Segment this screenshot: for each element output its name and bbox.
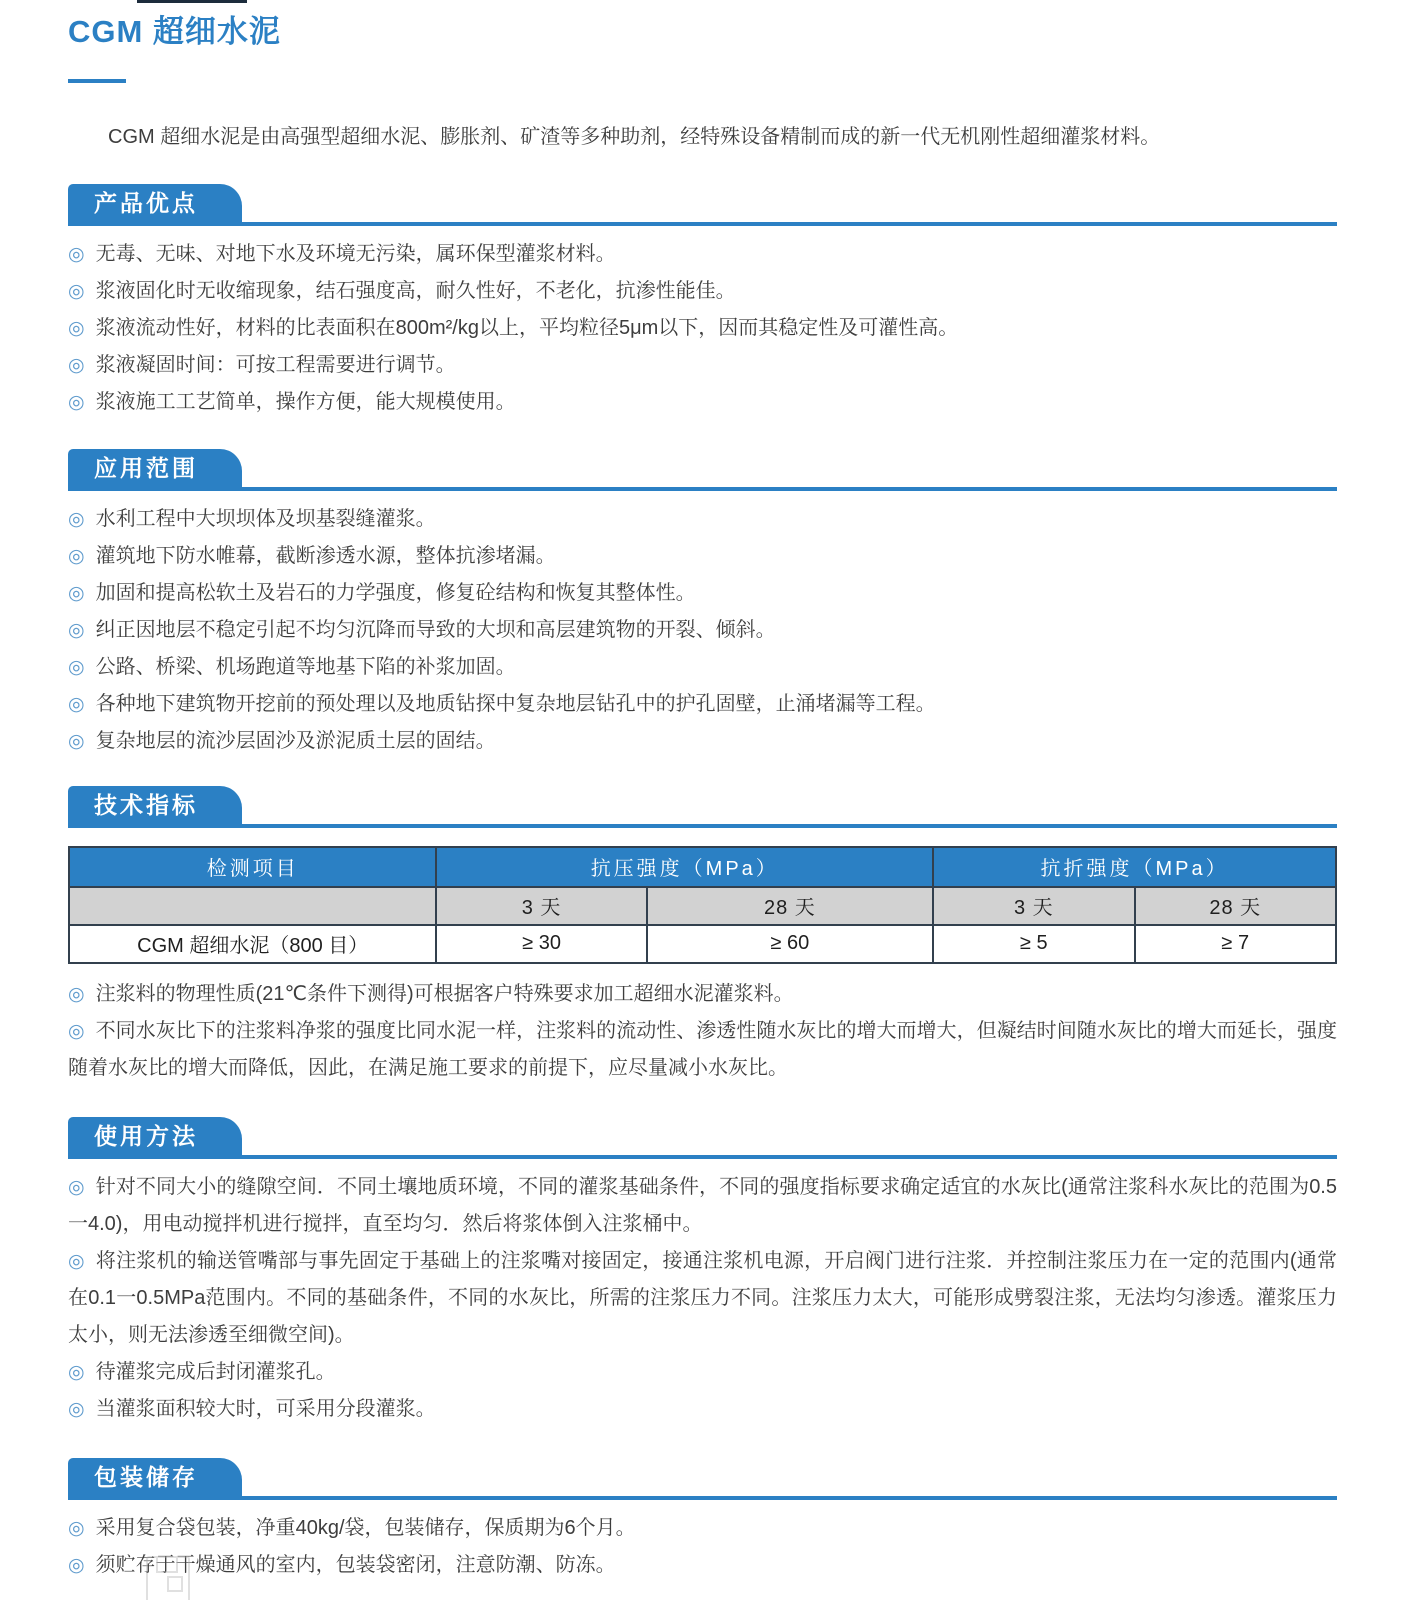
double-circle-bullet-icon: ◎ [68, 693, 85, 715]
section-heading-advantages: 产品优点 [68, 184, 242, 222]
section-rule [68, 184, 1337, 226]
section-packaging [68, 1458, 1337, 1584]
data-cell-flex-28d: ≥ 7 [1135, 925, 1336, 963]
bullet-list-packaging [68, 1510, 1337, 1584]
section-usage [68, 1117, 1337, 1428]
double-circle-bullet-icon: ◎ [68, 354, 85, 376]
bullet-text: 浆液流动性好，材料的比表面积在800m²/kg以上，平均粒径5μm以下，因而其稳定性及可灌性高。 [95, 316, 959, 339]
list-item [68, 1391, 1337, 1428]
section-heading-usage: 使用方法 [68, 1117, 242, 1155]
bullet-text: 浆液固化时无收缩现象，结石强度高，耐久性好，不老化，抗渗性能佳。 [95, 279, 736, 302]
double-circle-bullet-icon: ◎ [68, 391, 85, 413]
header-cell-item: 检测项目 [69, 847, 436, 887]
double-circle-bullet-icon: ◎ [68, 508, 85, 530]
bullet-text: 纠正因地层不稳定引起不均匀沉降而导致的大坝和高层建筑物的开裂、倾斜。 [95, 618, 776, 641]
bullet-text: 无毒、无味、对地下水及环境无污染，属环保型灌浆材料。 [95, 242, 616, 265]
list-item [68, 538, 1337, 575]
data-cell-comp-28d: ≥ 60 [647, 925, 933, 963]
title-underline [68, 79, 126, 83]
double-circle-bullet-icon: ◎ [68, 656, 85, 678]
bullet-text: 灌筑地下防水帷幕，截断渗透水源，整体抗渗堵漏。 [95, 544, 556, 567]
bullet-text: 浆液凝固时间：可按工程需要进行调节。 [95, 353, 456, 376]
double-circle-bullet-icon: ◎ [68, 582, 85, 604]
bullet-text: 水利工程中大坝坝体及坝基裂缝灌浆。 [95, 507, 436, 530]
intro-paragraph: CGM 超细水泥是由高强型超细水泥、膨胀剂、矿渣等多种助剂，经特殊设备精制而成的新一代无机刚性超细灌浆材料。 [108, 125, 1161, 148]
section-heading-packaging: 包装储存 [68, 1458, 242, 1496]
list-item [68, 273, 1337, 310]
header-cell-compressive: 抗压强度（MPa） [436, 847, 933, 887]
subheader-cell-empty [69, 887, 436, 925]
table-data-row [69, 925, 1336, 963]
list-item [68, 723, 1337, 760]
double-circle-bullet-icon: ◎ [68, 1250, 85, 1272]
data-cell-comp-3d: ≥ 30 [436, 925, 646, 963]
list-item [68, 310, 1337, 347]
bullet-list-advantages [68, 236, 1337, 421]
list-item [68, 976, 1337, 1013]
top-edge-fragment [137, 0, 247, 3]
data-cell-flex-3d: ≥ 5 [933, 925, 1134, 963]
double-circle-bullet-icon: ◎ [68, 730, 85, 752]
double-circle-bullet-icon: ◎ [68, 1398, 85, 1420]
section-rule [68, 1117, 1337, 1159]
double-circle-bullet-icon: ◎ [68, 983, 85, 1005]
cement-bag-watermark [146, 1556, 190, 1600]
section-heading-specs: 技术指标 [68, 786, 242, 824]
bullet-text: 须贮存于干燥通风的室内，包装袋密闭，注意防潮、防冻。 [95, 1553, 616, 1576]
bullet-text: 待灌浆完成后封闭灌浆孔。 [95, 1360, 336, 1383]
specs-table [68, 846, 1337, 964]
double-circle-bullet-icon: ◎ [68, 545, 85, 567]
section-rule [68, 449, 1337, 491]
bullet-text: 各种地下建筑物开挖前的预处理以及地质钻探中复杂地层钻孔中的护孔固壁，止涌堵漏等工程。 [95, 692, 936, 715]
list-item [68, 501, 1337, 538]
bullet-text: 针对不同大小的缝隙空间．不同土壤地质环境，不同的灌浆基础条件，不同的强度指标要求确定适宜的水灰比(通常注浆科水灰比的范围为0.5一4.0)，用电动搅拌机进行搅拌，直至均匀．然后将浆体倒入注浆桶中。 [68, 1175, 1337, 1235]
bullet-text: 将注浆机的输送管嘴部与事先固定于基础上的注浆嘴对接固定，接通注浆机电源，开启阀门进行注浆．并控制注浆压力在一定的范围内(通常在0.1一0.5MPa范围内。不同的基础条件，不同的水灰比，所需的注浆压力不同。注浆压力太大，可能形成劈裂注浆，无法均匀渗透。灌浆压力太小，则无法渗透至细微空间)。 [68, 1249, 1337, 1346]
list-item [68, 575, 1337, 612]
section-rule [68, 1458, 1337, 1500]
list-item [68, 347, 1337, 384]
bullet-list-applications [68, 501, 1337, 760]
section-rule [68, 786, 1337, 828]
bullet-list-usage [68, 1169, 1337, 1428]
section-applications [68, 449, 1337, 760]
list-item [68, 1510, 1337, 1547]
table-subheader-row [69, 887, 1336, 925]
page-title: CGM 超细水泥 [68, 14, 281, 49]
bullet-text: 注浆料的物理性质(21℃条件下测得)可根据客户特殊要求加工超细水泥灌浆料。 [95, 982, 794, 1005]
section-heading-applications: 应用范围 [68, 449, 242, 487]
list-item [68, 686, 1337, 723]
subheader-cell-3d: 3 天 [436, 887, 646, 925]
header-cell-flexural: 抗折强度（MPa） [933, 847, 1336, 887]
double-circle-bullet-icon: ◎ [68, 1176, 85, 1198]
list-item [68, 1243, 1337, 1354]
list-item [68, 649, 1337, 686]
bullet-text: 公路、桥梁、机场跑道等地基下陷的补浆加固。 [95, 655, 516, 678]
list-item [68, 1013, 1337, 1087]
list-item [68, 1547, 1337, 1584]
subheader-cell-3d-flex: 3 天 [933, 887, 1134, 925]
list-item [68, 612, 1337, 649]
double-circle-bullet-icon: ◎ [68, 1517, 85, 1539]
data-cell-product: CGM 超细水泥（800 目） [69, 925, 436, 963]
bullet-text: 采用复合袋包装，净重40kg/袋，包装储存，保质期为6个月。 [95, 1516, 636, 1539]
subheader-cell-28d-flex: 28 天 [1135, 887, 1336, 925]
double-circle-bullet-icon: ◎ [68, 243, 85, 265]
bullet-text: 不同水灰比下的注浆料净浆的强度比同水泥一样，注浆料的流动性、渗透性随水灰比的增大而增大，但凝结时间随水灰比的增大而延长，强度随着水灰比的增大而降低，因此，在满足施工要求的前提下，应尽量减小水灰比。 [68, 1019, 1337, 1079]
double-circle-bullet-icon: ◎ [68, 280, 85, 302]
bullet-text: 加固和提高松软土及岩石的力学强度，修复砼结构和恢复其整体性。 [95, 581, 696, 604]
list-item [68, 236, 1337, 273]
double-circle-bullet-icon: ◎ [68, 1554, 85, 1576]
bullet-text: 复杂地层的流沙层固沙及淤泥质土层的固结。 [95, 729, 496, 752]
list-item [68, 384, 1337, 421]
double-circle-bullet-icon: ◎ [68, 619, 85, 641]
section-advantages [68, 184, 1337, 421]
list-item [68, 1169, 1337, 1243]
table-header-row [69, 847, 1336, 887]
bullet-list-spec-notes [68, 976, 1337, 1087]
double-circle-bullet-icon: ◎ [68, 1361, 85, 1383]
bullet-text: 浆液施工工艺简单，操作方便，能大规模使用。 [95, 390, 516, 413]
section-specs [68, 786, 1337, 1087]
double-circle-bullet-icon: ◎ [68, 317, 85, 339]
list-item [68, 1354, 1337, 1391]
subheader-cell-28d: 28 天 [647, 887, 933, 925]
bullet-text: 当灌浆面积较大时，可采用分段灌浆。 [95, 1397, 436, 1420]
double-circle-bullet-icon: ◎ [68, 1020, 85, 1042]
